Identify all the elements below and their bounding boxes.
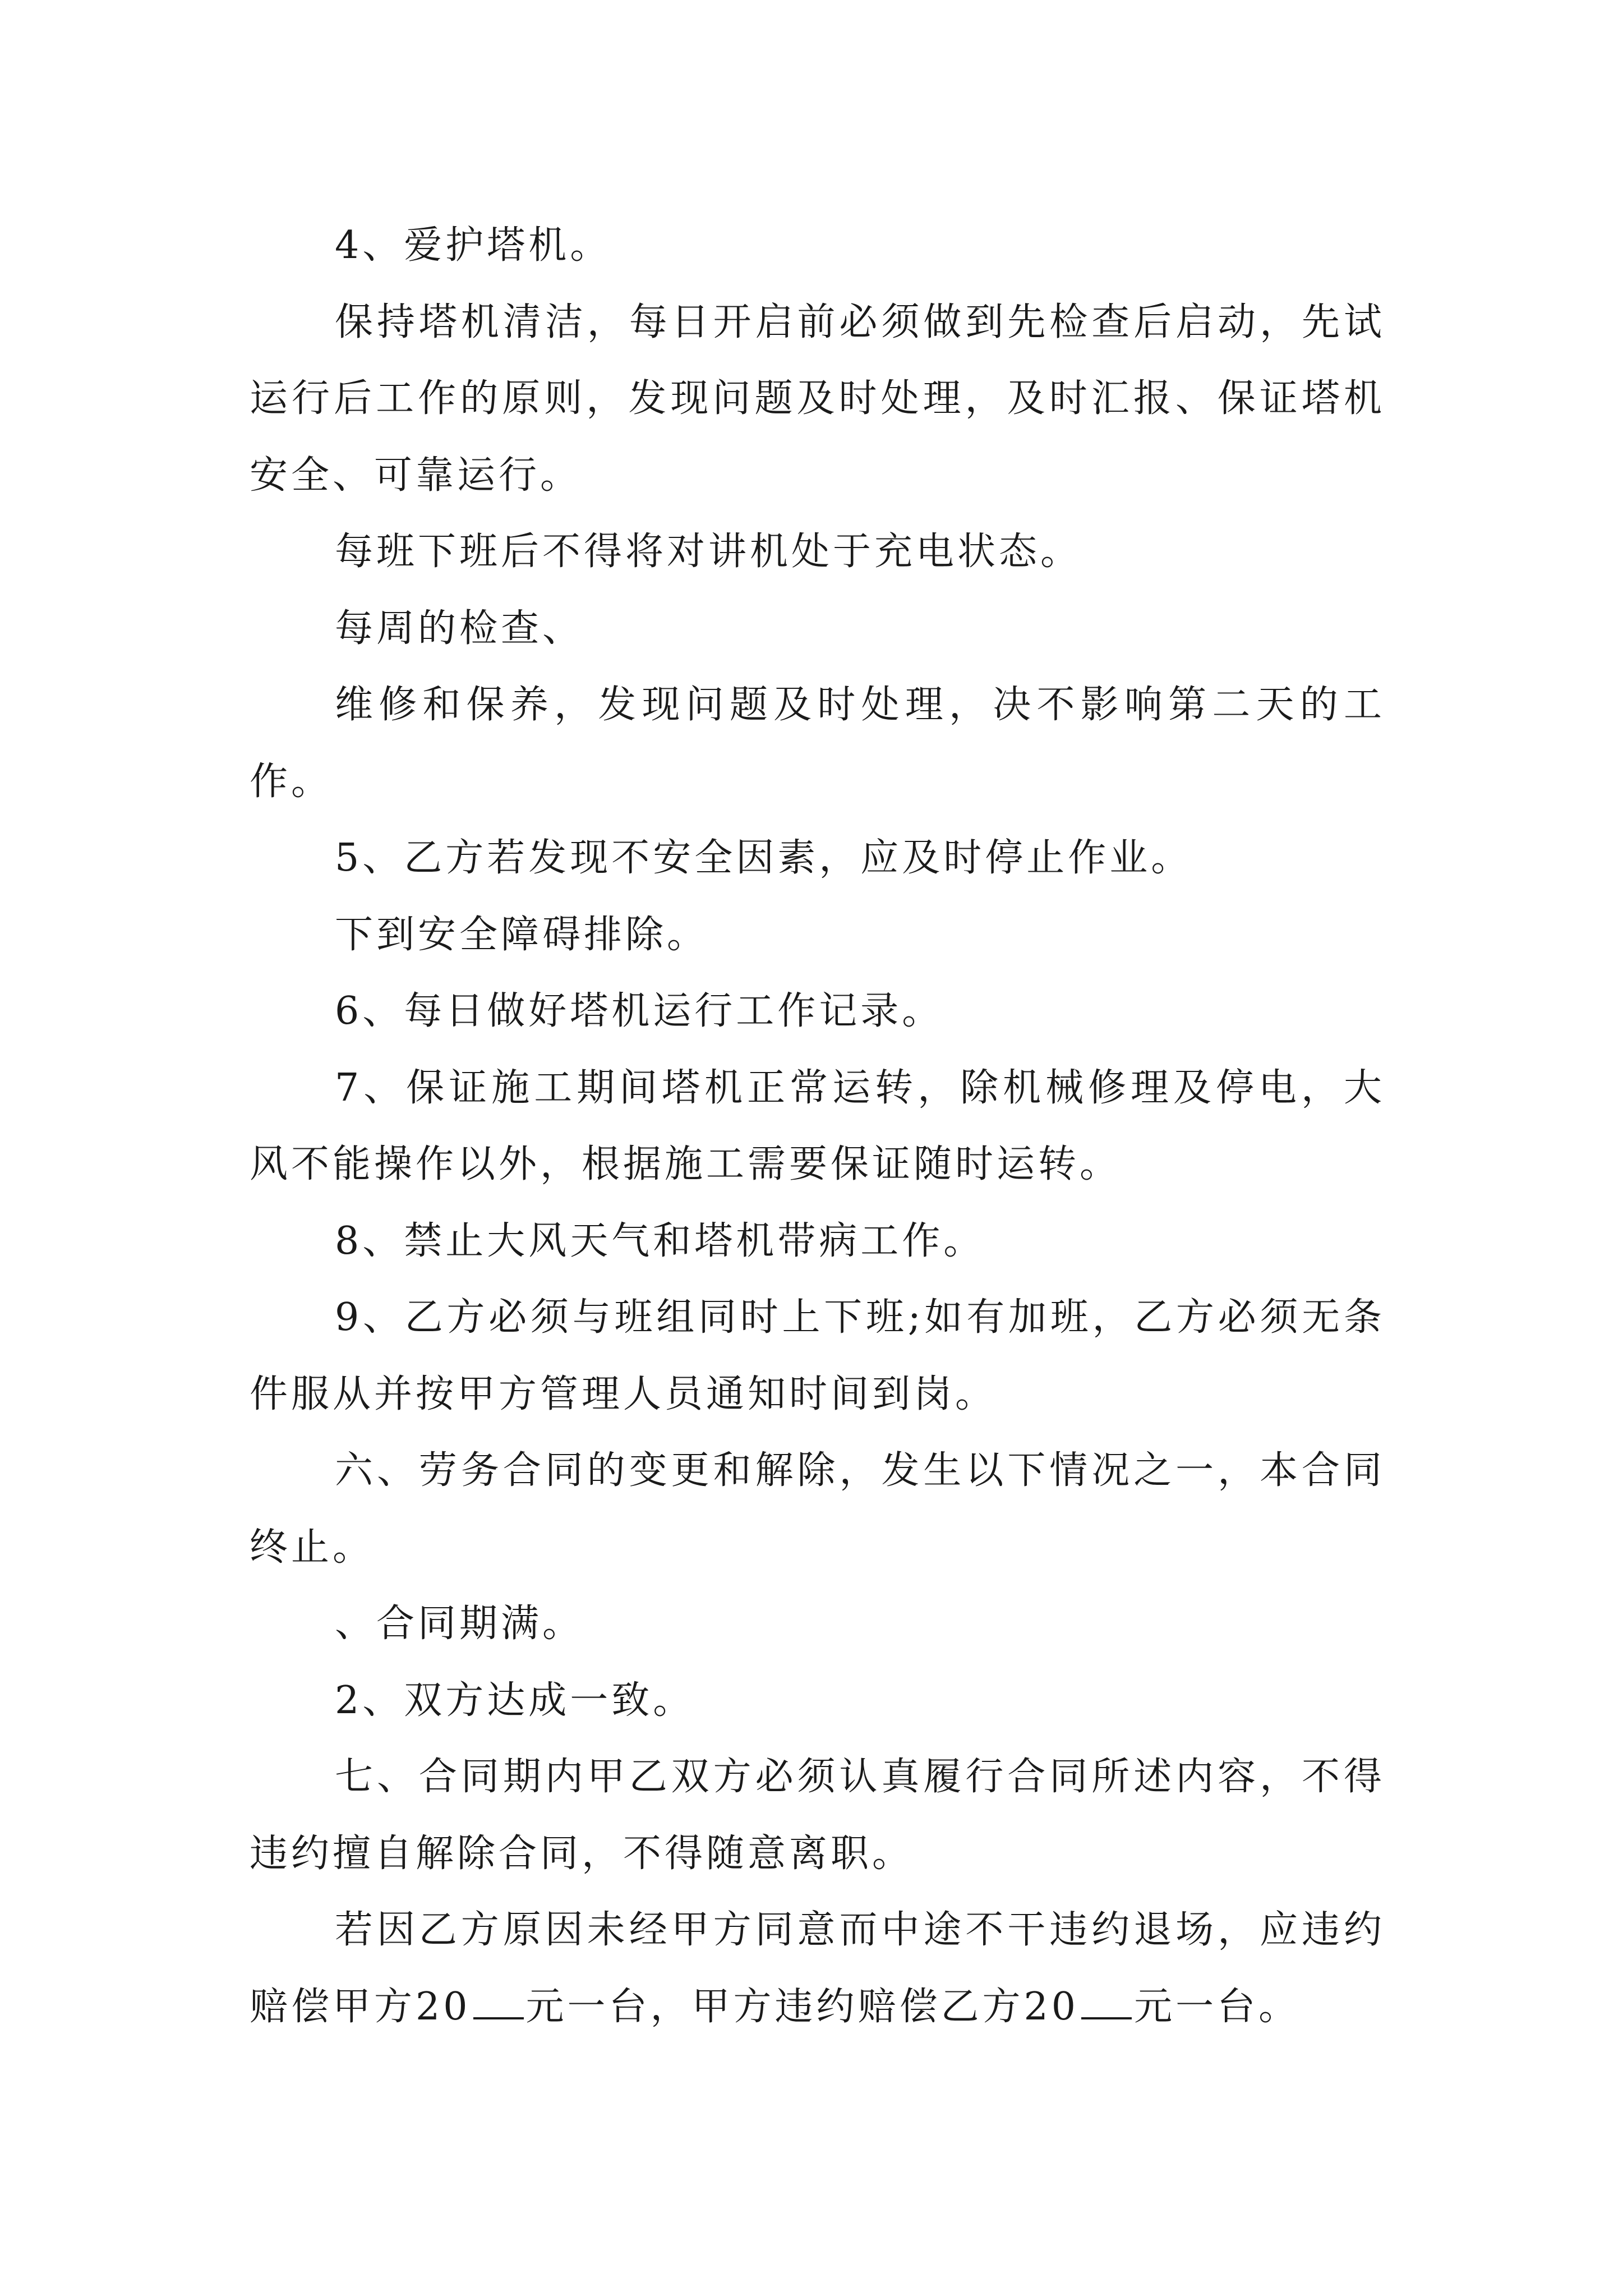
- breach-text-part-3: 元一台。: [1134, 1984, 1301, 2029]
- fill-in-blank-2: [1081, 1988, 1132, 2019]
- paragraph-contract-expiry: 、合同期满。: [335, 1602, 584, 1646]
- paragraph-breach-compensation: [250, 1892, 1385, 2045]
- fill-in-blank-1: [473, 1988, 524, 2019]
- paragraph-keep-clean: 保持塔机清洁，每日开启前必须做到先检查后启动，先试运行后工作的原则，发现问题及时处理，及时汇报、保证塔机安全、可靠运行。: [250, 300, 1385, 498]
- paragraph-item-5: 5、乙方若发现不安全因素，应及时停止作业。: [335, 836, 1193, 880]
- paragraph-hazard-removal: 下到安全障碍排除。: [335, 912, 709, 957]
- paragraph-maintenance: 维修和保养，发现问题及时处理，决不影响第二天的工作。: [250, 683, 1385, 804]
- paragraph-item-7: 7、保证施工期间塔机正常运转，除机械修理及停电，大风不能操作以外，根据施工需要保证随时运转。: [250, 1065, 1385, 1186]
- paragraph-item-4: 4、爱护塔机。: [335, 223, 612, 268]
- paragraph-item-9: 9、乙方必须与班组同时上下班;如有加班，乙方必须无条件服从并按甲方管理人员通知时间到岗。: [250, 1295, 1385, 1416]
- paragraph-radio-charging: 每班下班后不得将对讲机处于充电状态。: [335, 530, 1082, 574]
- paragraph-item-6: 6、每日做好塔机运行工作记录。: [335, 989, 944, 1033]
- paragraph-section-6: 六、劳务合同的变更和解除，发生以下情况之一，本合同终止。: [250, 1448, 1385, 1570]
- document-body: [250, 208, 1385, 2045]
- breach-text-part-2: 元一台，甲方违约赔偿乙方20: [525, 1984, 1080, 2029]
- paragraph-weekly-check: 每周的检查、: [335, 606, 584, 651]
- paragraph-item-8: 8、禁止大风天气和塔机带病工作。: [335, 1218, 985, 1263]
- paragraph-section-7: 七、合同期内甲乙双方必须认真履行合同所述内容，不得违约擅自解除合同，不得随意离职。: [250, 1755, 1385, 1876]
- paragraph-mutual-agreement: 2、双方达成一致。: [335, 1678, 695, 1723]
- breach-text-part-1: 若因乙方原因未经甲方同意而中途不干违约退场，应违约赔偿甲方20: [250, 1908, 1385, 2029]
